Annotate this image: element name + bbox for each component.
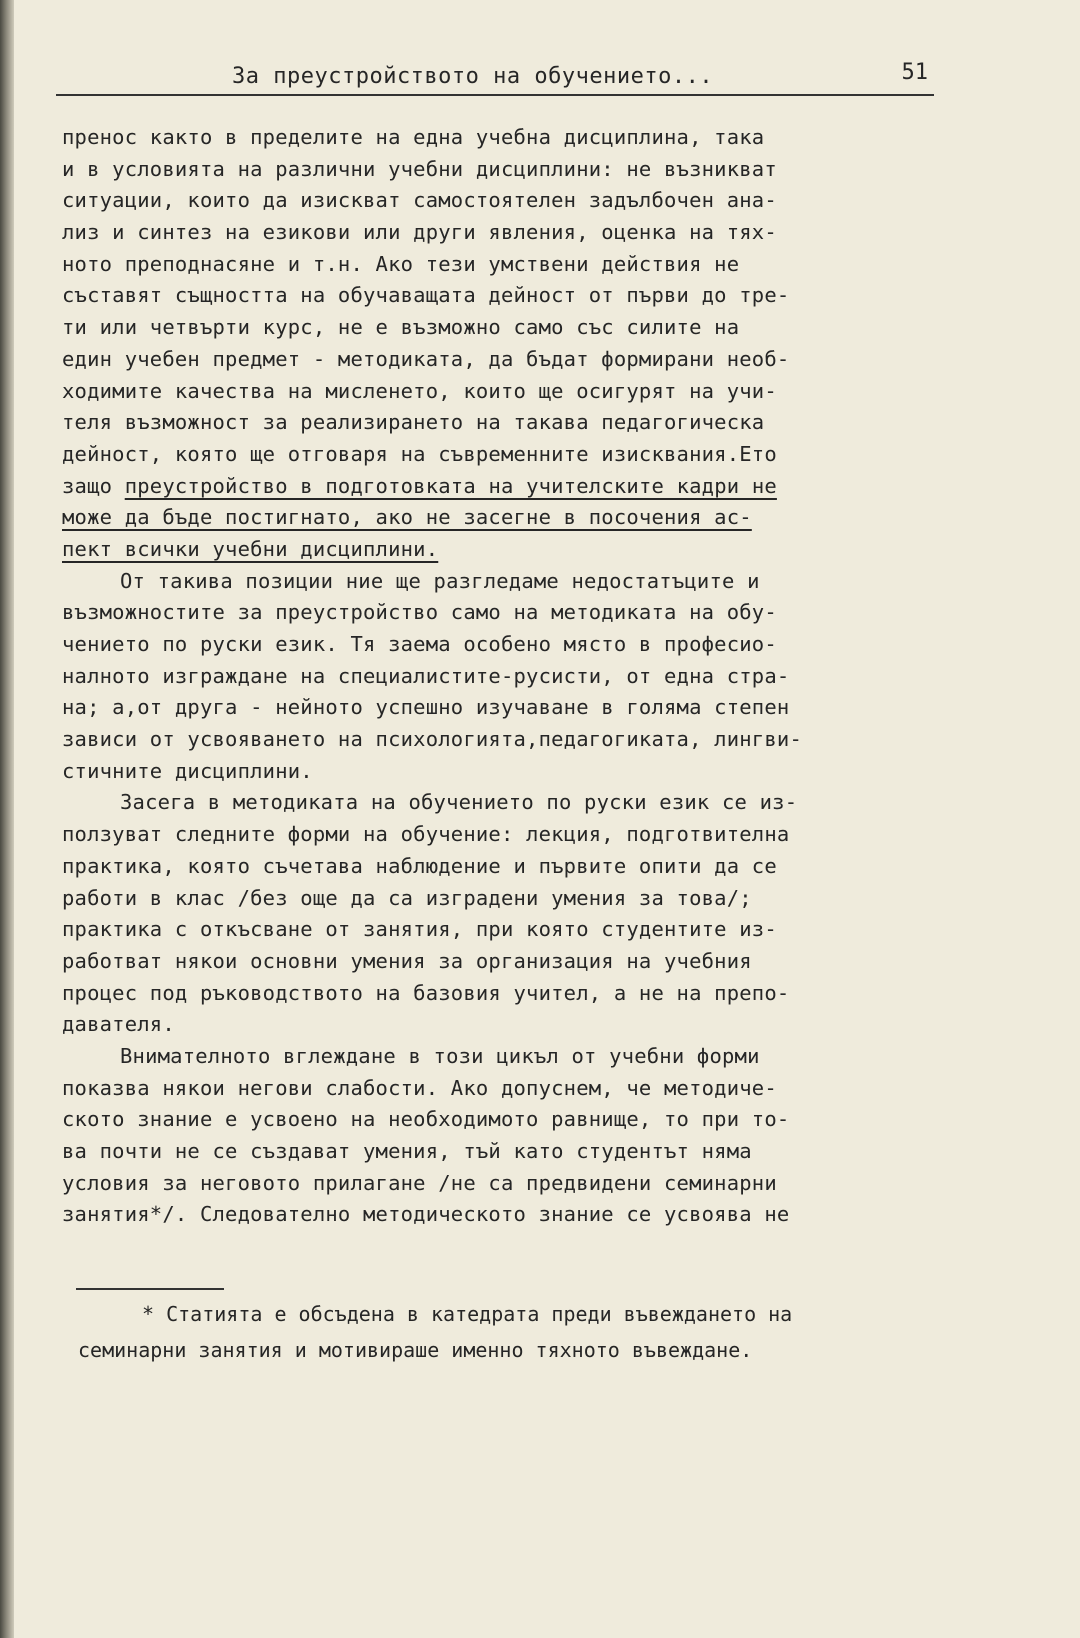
text-line: налното изграждане на специалистите-русисти, от една стра- <box>62 663 790 688</box>
text-line <box>62 502 940 534</box>
text-line: условия за неговото прилагане /не са предвидени семинарни <box>62 1170 777 1195</box>
text-line: ското знание е усвоено на необходимото равнище, то при то- <box>62 1107 790 1132</box>
text-line: ползуват следните форми на обучение: лекция, подготвителна <box>62 822 790 847</box>
paragraph-first-line: Засега в методиката на обучението по руски език се из- <box>120 790 798 815</box>
footnote-text: Статията е обсъдена в катедрата преди въвеждането на <box>166 1302 793 1326</box>
text-line: на; а,от друга - нейното успешно изучаване в голяма степен <box>62 695 790 720</box>
text-line: теля възможност за реализирането на такава педагогическа <box>62 410 765 435</box>
page-number: 51 <box>901 60 928 85</box>
text-line: работи в клас /без още да са изградени умения за това/; <box>62 885 752 910</box>
text-line: давателя. <box>62 1012 175 1037</box>
text-line: ното преподнасяне и т.н. Ако тези умствени действия не <box>62 251 740 276</box>
footnote <box>78 1296 948 1368</box>
text-line: чението по руски език. Тя заема особено място в професио- <box>62 632 777 656</box>
footnote-marker: * <box>142 1302 155 1326</box>
running-header <box>56 60 934 96</box>
text-line: практика с откъсване от занятия, при която студентите из- <box>62 917 777 942</box>
book-spine-shadow <box>0 0 14 1638</box>
underlined-text: преустройство в подготовката на учителските кадри не <box>124 473 777 498</box>
text-line: практика, която съчетава наблюдение и първите опити да се <box>62 853 777 878</box>
text-line: занятия*/. Следователно методическото знание се усвоява не <box>62 1202 790 1227</box>
text-line: ситуации, които да изискват самостоятелен задълбочен ана- <box>62 188 777 213</box>
underlined-text: пект всички учебни дисциплини. <box>62 536 439 561</box>
paragraph-first-line: Внимателното вглеждане в този цикъл от учебни форми <box>120 1043 760 1068</box>
text-line: работват някои основни умения за организация на учебния <box>62 948 752 973</box>
text-line: ходимите качества на мисленето, които ще осигурят на учи- <box>62 378 777 403</box>
paragraph-first-line: От такива позиции ние ще разгледаме недостатъците и <box>120 568 760 593</box>
text-line: ва почти не се създават умения, тъй като студентът няма <box>62 1139 752 1163</box>
text-line: показва някои негови слабости. Ако допуснем, че методиче- <box>62 1075 777 1100</box>
text-line: стичните дисциплини. <box>62 758 313 783</box>
footnote-separator <box>76 1288 224 1290</box>
text-line-prefix: защо <box>62 473 125 498</box>
text-line: ти или четвърти курс, не е възможно само със силите на <box>62 315 740 340</box>
text-line-split <box>62 471 940 503</box>
text-line: лиз и синтез на езикови или други явления, оценка на тях- <box>62 220 777 245</box>
text-line: процес под ръководството на базовия учител, а не на препо- <box>62 980 790 1005</box>
footnote-line <box>78 1296 948 1332</box>
running-header-title: За преустройството на обучението... <box>232 64 714 89</box>
text-line: възможностите за преустройство само на методиката на обу- <box>62 600 777 625</box>
text-line: зависи от усвояването на психологията,педагогиката, лингви- <box>62 727 802 752</box>
text-line: пренос както в пределите на една учебна дисциплина, така <box>62 125 765 149</box>
text-line: дейност, която ще отговаря на съвременните изисквания.Ето <box>62 441 777 466</box>
underlined-text: може да бъде постигнато, ако не засегне в посочения ас- <box>62 505 752 530</box>
footnote-line: семинарни занятия и мотивираше именно тяхното въвеждане. <box>78 1338 753 1362</box>
text-line: и в условията на различни учебни дисциплини: не възникват <box>62 156 777 181</box>
body-text <box>62 122 940 1231</box>
text-line: един учебен предмет - методиката, да бъдат формирани необ- <box>62 346 790 371</box>
text-line <box>62 534 940 566</box>
text-line: съставят същността на обучаващата дейност от първи до тре- <box>62 283 790 308</box>
